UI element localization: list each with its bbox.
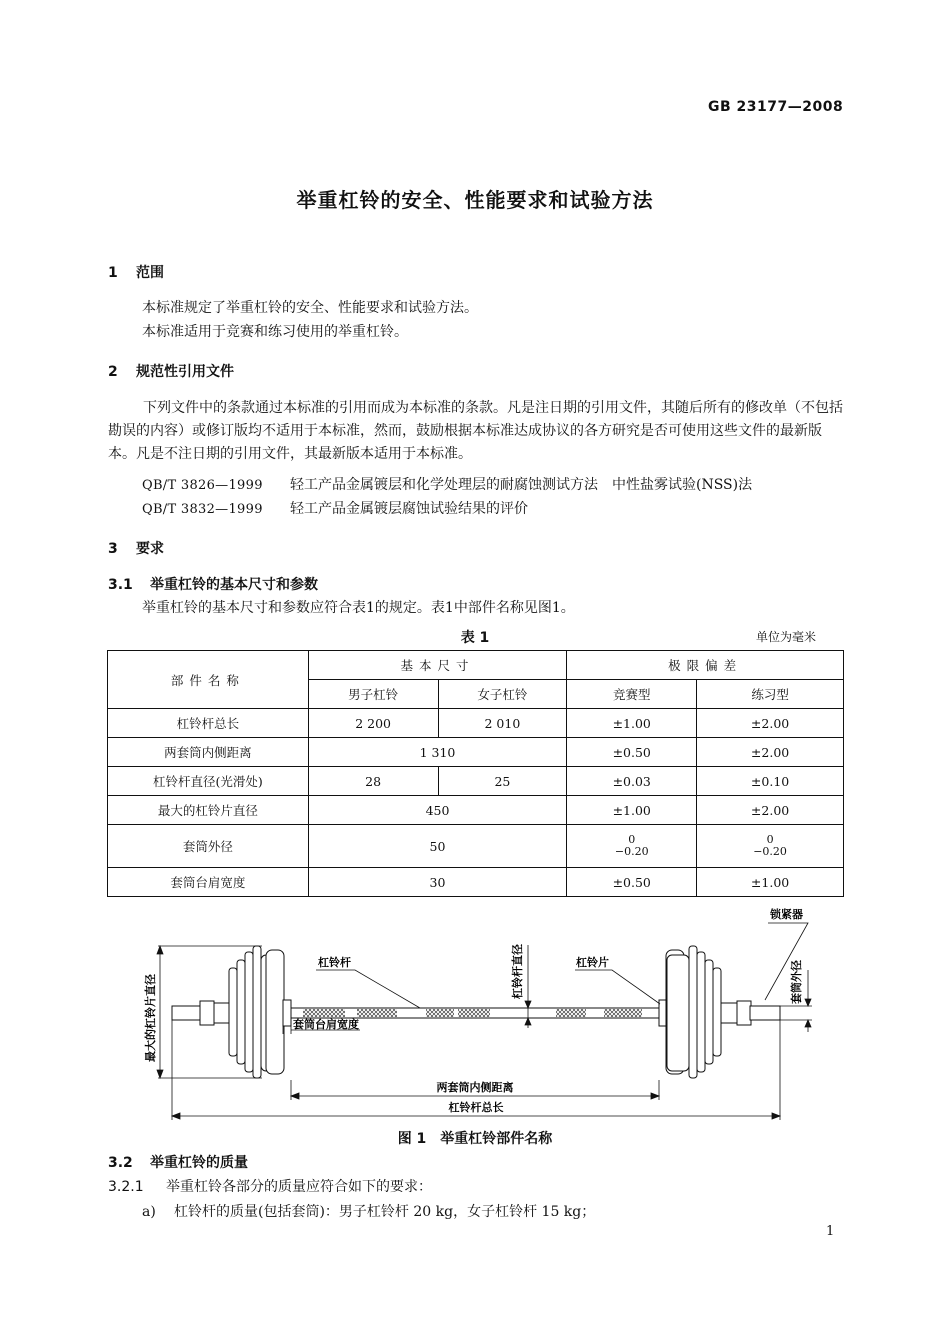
reference-2	[142, 498, 528, 518]
list-item-a	[142, 1201, 595, 1221]
row-name: 杠铃杆总长	[108, 709, 309, 738]
table-row	[108, 796, 844, 825]
cell-practice	[697, 825, 844, 868]
standard-number: GB 23177—2008	[708, 99, 844, 115]
label-sleeve-od: 套筒外径	[790, 960, 803, 1004]
cell-competition: ±1.00	[567, 709, 697, 738]
label-bar: 杠铃杆	[318, 956, 351, 969]
table-row	[108, 825, 844, 868]
section-title: 举重杠铃的基本尺寸和参数	[150, 577, 318, 593]
section-3-heading	[108, 538, 164, 558]
row-name: 两套筒内侧距离	[108, 738, 309, 767]
section-2-heading	[108, 361, 234, 381]
section-title: 规范性引用文件	[136, 364, 234, 380]
right-sleeve	[721, 1001, 780, 1025]
row-name: 最大的杠铃片直径	[108, 796, 309, 825]
section-title: 举重杠铃的质量	[150, 1155, 248, 1171]
section-3-2-1	[108, 1176, 432, 1196]
barbell-diagram	[0, 900, 950, 1125]
figure-caption: 图 1 举重杠铃部件名称	[397, 1131, 553, 1147]
left-sleeve	[172, 1001, 230, 1025]
table-row	[108, 738, 844, 767]
leader-lines	[316, 923, 808, 1008]
section-title: 范围	[136, 265, 164, 281]
label-total-length: 杠铃杆总长	[448, 1101, 504, 1114]
cell-practice: ±2.00	[697, 738, 844, 767]
header-basic-size: 基本尺寸	[308, 651, 567, 680]
header-part-name: 部件名称	[108, 651, 309, 709]
header-men: 男子杠铃	[308, 680, 438, 709]
upper-deviation: 0	[766, 833, 774, 846]
cell-both: 450	[308, 796, 567, 825]
cell-practice: ±0.10	[697, 767, 844, 796]
row-name: 套筒台肩宽度	[108, 868, 309, 897]
section-number: 3	[108, 541, 118, 557]
section-number: 1	[108, 265, 118, 281]
header-women: 女子杠铃	[438, 680, 567, 709]
cell-competition: ±0.50	[567, 868, 697, 897]
cell-men: 2 200	[308, 709, 438, 738]
lower-deviation: −0.20	[614, 845, 649, 858]
row-name: 套筒外径	[108, 825, 309, 868]
label-bar-diameter: 杠铃杆直径	[511, 944, 524, 999]
cell-men: 28	[308, 767, 438, 796]
spec-table	[107, 650, 844, 897]
section-1-para-1: 本标准规定了举重杠铃的安全、性能要求和试验方法。	[142, 300, 478, 316]
label-max-plate-diameter: 最大的杠铃片直径	[144, 974, 157, 1062]
section-text: 举重杠铃各部分的质量应符合如下的要求：	[166, 1179, 432, 1195]
header-tolerance: 极限偏差	[567, 651, 844, 680]
cell-women: 25	[438, 767, 567, 796]
reference-code: QB/T 3826—1999	[142, 478, 263, 493]
header-practice: 练习型	[697, 680, 844, 709]
upper-deviation: 0	[628, 833, 636, 846]
section-title: 要求	[136, 541, 164, 557]
dim-sleeve-od	[760, 970, 812, 1032]
left-plates	[229, 946, 291, 1078]
row-name: 杠铃杆直径(光滑处)	[108, 767, 309, 796]
section-number: 3.1	[108, 577, 133, 593]
section-number: 3.2	[108, 1155, 133, 1171]
table-unit: 单位为毫米	[756, 630, 817, 644]
cell-women: 2 010	[438, 709, 567, 738]
section-number: 3.2.1	[108, 1179, 144, 1195]
section-3-1-heading	[108, 574, 318, 594]
section-1-heading	[108, 262, 164, 282]
section-2-para: 下列文件中的条款通过本标准的引用而成为本标准的条款。凡是注日期的引用文件，其随后所有的修改单（不包括勘误的内容）或修订版均不适用于本标准，然而，鼓励根据本标准达成协议的各方研究是否可使用这些文件的最新版本。凡是不注日期的引用文件，其最新版本适用于本标准。	[108, 400, 843, 462]
reference-1	[142, 474, 752, 494]
cell-both: 50	[308, 825, 567, 868]
cell-practice: ±2.00	[697, 796, 844, 825]
header-competition: 竞赛型	[567, 680, 697, 709]
cell-both: 1 310	[308, 738, 567, 767]
label-inner-distance: 两套筒内侧距离	[436, 1081, 514, 1094]
reference-title: 轻工产品金属镀层和化学处理层的耐腐蚀测试方法 中性盐雾试验(NSS)法	[290, 477, 753, 493]
section-3-2-heading	[108, 1152, 248, 1172]
cell-competition: ±0.03	[567, 767, 697, 796]
document-title: 举重杠铃的安全、性能要求和试验方法	[296, 188, 654, 212]
section-3-1-para: 举重杠铃的基本尺寸和参数应符合表1的规定。表1中部件名称见图1。	[142, 600, 575, 616]
reference-code: QB/T 3832—1999	[142, 502, 263, 517]
label-shoulder-width: 套筒台肩宽度	[293, 1018, 359, 1031]
table-caption: 表 1	[460, 630, 490, 646]
reference-title: 轻工产品金属镀层腐蚀试验结果的评价	[290, 501, 528, 517]
table-row	[108, 709, 844, 738]
cell-competition: ±0.50	[567, 738, 697, 767]
section-1-para-2: 本标准适用于竞赛和练习使用的举重杠铃。	[142, 324, 408, 340]
table-row	[108, 767, 844, 796]
cell-both: 30	[308, 868, 567, 897]
cell-competition: ±1.00	[567, 796, 697, 825]
label-lock: 锁紧器	[770, 908, 803, 921]
table-row	[108, 868, 844, 897]
label-plate: 杠铃片	[576, 956, 609, 969]
cell-practice: ±1.00	[697, 868, 844, 897]
list-text: 杠铃杆的质量(包括套筒)：男子杠铃杆 20 kg，女子杠铃杆 15 kg；	[174, 1204, 596, 1220]
lower-deviation: −0.20	[753, 845, 787, 858]
page-number: 1	[826, 1224, 835, 1239]
right-plates	[659, 946, 721, 1078]
bar-shaft	[290, 1008, 660, 1018]
cell-practice: ±2.00	[697, 709, 844, 738]
cell-competition	[567, 825, 697, 868]
section-number: 2	[108, 364, 118, 380]
list-label: a)	[142, 1204, 156, 1220]
